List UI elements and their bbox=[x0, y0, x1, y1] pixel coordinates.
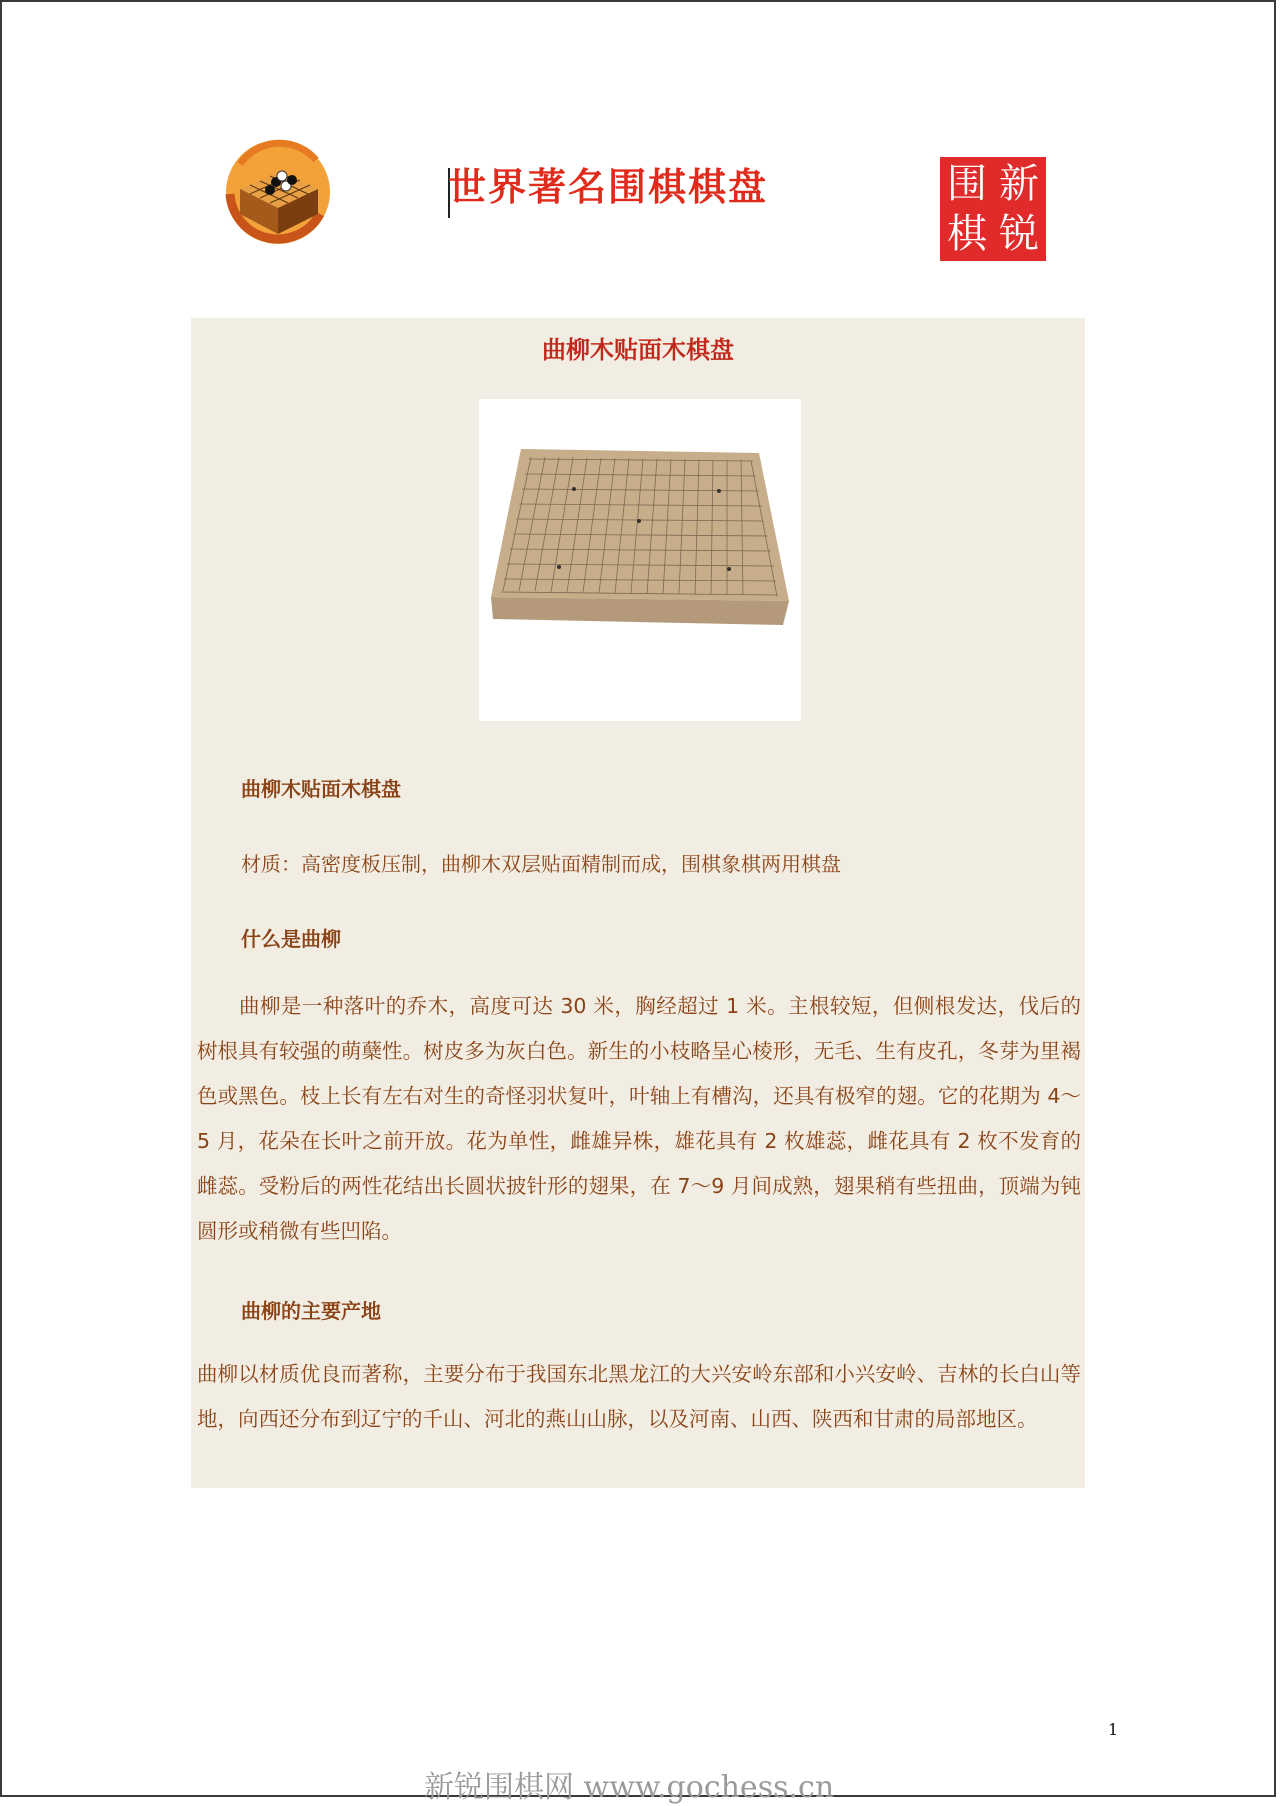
what-is-quliu-heading: 什么是曲柳 bbox=[241, 927, 341, 951]
product-heading: 曲柳木贴面木棋盘 bbox=[241, 777, 401, 801]
origin-paragraph: 曲柳以材质优良而著称，主要分布于我国东北黑龙江的大兴安岭东部和小兴安岭、吉林的长白山等地，向西还分布到辽宁的千山、河北的燕山山脉，以及河南、山西、陕西和甘肃的局部地区。 bbox=[197, 1362, 1081, 1431]
content-panel bbox=[191, 318, 1085, 1488]
what-is-quliu-paragraph: 曲柳是一种落叶的乔木，高度可达 30 米，胸经超过 1 米。主根较短，但侧根发达，伐后的树根具有较强的萌蘖性。树皮多为灰白色。新生的小枝略呈心棱形，无毛、生有皮孔，冬芽为里褐色或黑色。枝上长有左右对生的奇怪羽状复叶，叶轴上有槽沟，还具有极窄的翅。它的花期为 4～5 月，花朵在长叶之前开放。花为单性，雌雄异株，雄花具有 2 枚雄蕊，雌花具有 2 枚不发育的雌蕊。受粉后的两性花结出长圆状披针形的翅果，在 7～9 月间成熟，翅果稍有些扭曲，顶端为钝圆形或稍微有些凹陷。 bbox=[197, 994, 1081, 1243]
go-board-product-image bbox=[479, 399, 801, 721]
seal-logo: 新 锐 围 棋 bbox=[940, 157, 1046, 261]
page-header bbox=[0, 0, 1280, 280]
page-number: 1 bbox=[1108, 1720, 1119, 1739]
material-text: 材质：高密度板压制，曲柳木双层贴面精制而成，围棋象棋两用棋盘 bbox=[241, 852, 841, 876]
page-title: 世界著名围棋棋盘 bbox=[448, 164, 769, 209]
footer-site-text: 新锐围棋网 www.gochess.cn bbox=[424, 1770, 835, 1805]
origin-heading: 曲柳的主要产地 bbox=[241, 1299, 381, 1323]
section-title: 曲柳木贴面木棋盘 bbox=[542, 336, 734, 364]
go-board-logo-icon bbox=[220, 134, 336, 250]
